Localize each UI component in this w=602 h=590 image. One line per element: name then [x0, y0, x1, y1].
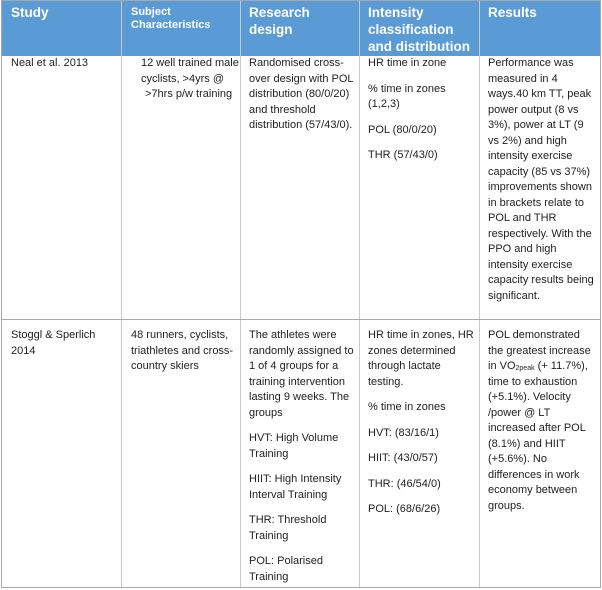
row2-design-group: THR: Threshold Training — [249, 514, 327, 542]
row2-design-group: HIIT: High Intensity Interval Training — [249, 473, 342, 501]
column-divider — [359, 1, 360, 587]
row2-results-text: (+5.1%). Velocity /power @ LT increased after POL (8.1%) and HIIT (+5.6%). No differences in work economy between groups. — [488, 391, 586, 512]
row1-subject-line: cyclists, >4yrs @ — [141, 72, 224, 85]
row2-results — [488, 328, 596, 514]
row2-results-text: (+ 11.7%), time to exhaustion — [488, 360, 588, 388]
row2-design-group: HVT: High Volume Training — [249, 432, 339, 460]
row1-subject — [131, 56, 239, 103]
row1-intensity — [368, 56, 474, 164]
row2-intensity-item: % time in zones — [368, 401, 446, 413]
row2-intensity-item: HIIT: (43/0/57) — [368, 452, 438, 464]
row1-intensity-item: HR time in zone — [368, 57, 447, 69]
row2-results-text: POL demonstrated the greatest increase in VO — [488, 329, 591, 372]
header-research-design: Research design — [249, 5, 310, 37]
row2-subject: 48 runners, cyclists, triathletes and cross-country skiers — [131, 329, 234, 372]
row2-study: Stoggl & Sperlich 2014 — [11, 329, 96, 357]
row2-intensity-item: HR time in zones, HR zones determined through lactate testing. — [368, 329, 474, 388]
column-divider — [121, 1, 122, 587]
row2-intensity-item: HVT: (83/16/1) — [368, 426, 439, 439]
header-study: Study — [11, 5, 49, 20]
row2-intensity-item: THR: (46/54/0) — [368, 477, 441, 490]
header-subject-characteristics: Subject Characteristics — [131, 6, 211, 31]
row1-study: Neal et al. 2013 — [11, 57, 89, 69]
row1-intensity-item: POL (80/0/20) — [368, 123, 437, 136]
column-divider — [479, 1, 480, 587]
research-table — [1, 0, 601, 588]
column-divider — [240, 1, 241, 587]
row-divider — [2, 319, 600, 320]
row2-intensity — [368, 328, 474, 518]
row1-results: Performance was measured in 4 ways.40 km TT, peak power output (8 vs 3%), power at LT (9 vs 2%) and high intensity exercise capacity (85 vs 37%) improvements shown in brackets relate to POL and THR respectively. With the PPO and high intensity exercise capacity results being significant. — [488, 57, 594, 302]
header-intensity: Intensity classification and distribution — [368, 5, 470, 54]
row1-subject-line: 12 well trained male — [141, 57, 239, 69]
row2-design-group: POL: Polarised Training — [249, 555, 323, 583]
header-results: Results — [488, 5, 537, 20]
row1-design: Randomised cross-over design with POL distribution (80/0/20) and threshold distribution (57/43/0). — [249, 57, 354, 131]
row2-intensity-item: POL: (68/6/26) — [368, 503, 441, 515]
row1-subject-line: >7hrs p/w training — [145, 88, 233, 100]
row1-intensity-item: % time in zones (1,2,3) — [368, 82, 446, 110]
row2-design — [249, 328, 355, 585]
row2-results-subscript: 2peak — [515, 365, 535, 372]
row1-intensity-item: THR (57/43/0) — [368, 149, 438, 161]
row2-design-intro: The athletes were randomly assigned to 1 of 4 groups for a training intervention lasting 9 weeks. The groups — [249, 329, 354, 419]
